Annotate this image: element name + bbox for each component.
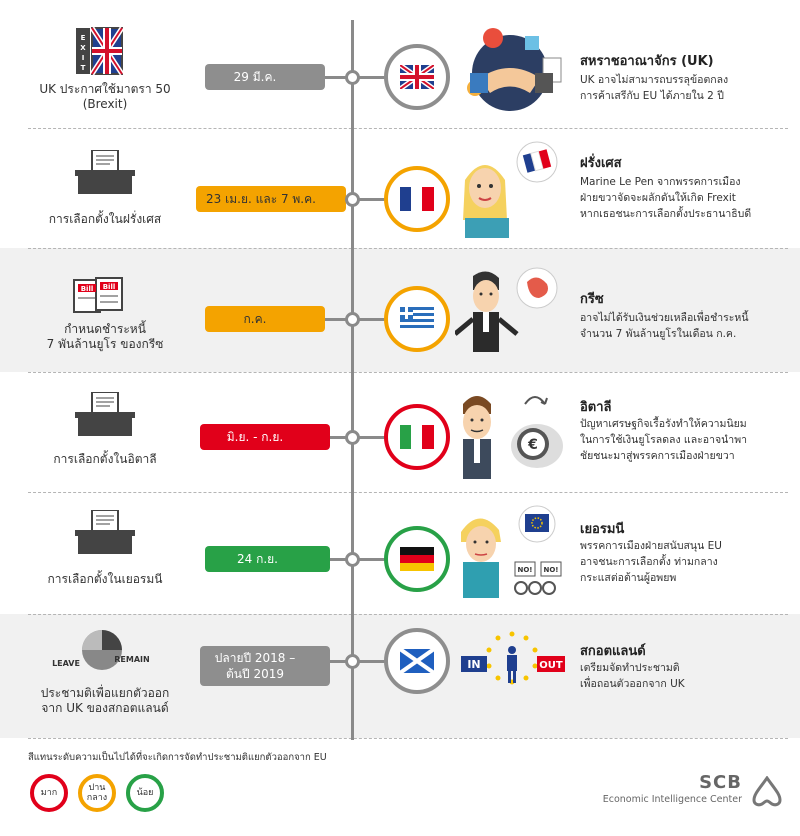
date-pill-scotland: ปลายปี 2018 – ต้นปี 2019 bbox=[200, 646, 330, 686]
timeline-row-greece bbox=[0, 252, 800, 372]
brand-name: SCB bbox=[699, 772, 742, 793]
timeline-dot bbox=[345, 430, 360, 445]
legend-low: น้อย bbox=[126, 774, 164, 812]
flag-italy-ring bbox=[384, 404, 450, 470]
uk-flag-icon bbox=[400, 65, 434, 89]
italy-flag-icon bbox=[400, 425, 434, 449]
svg-text:OUT: OUT bbox=[539, 660, 563, 671]
flag-greece-ring bbox=[384, 286, 450, 352]
timeline-dot bbox=[345, 70, 360, 85]
scb-logo-icon bbox=[750, 776, 784, 808]
left-caption-france: การเลือกตั้งในฝรั่งเศส bbox=[48, 212, 162, 226]
germany-flag-icon bbox=[400, 547, 434, 571]
flag-uk-ring bbox=[384, 44, 450, 110]
timeline-dot bbox=[345, 552, 360, 567]
divider bbox=[28, 492, 788, 493]
country-france: ฝรั่งเศส bbox=[580, 156, 622, 171]
scb-brand bbox=[600, 772, 790, 812]
svg-text:Bill: Bill bbox=[80, 285, 94, 293]
timeline-dot bbox=[345, 654, 360, 669]
svg-text:E: E bbox=[80, 34, 86, 42]
date-pill-greece: ก.ค. bbox=[205, 306, 325, 332]
euro-pig-illustration bbox=[455, 384, 570, 484]
desc-uk: UK อาจไม่สามารถบรรลุข้อตกลง การค้าเสรีกับ EU ได้ภายใน 2 ปี bbox=[580, 74, 729, 102]
exit-door-icon bbox=[74, 26, 126, 76]
left-caption-uk: UK ประกาศใช้มาตรา 50 (Brexit) bbox=[39, 82, 171, 111]
left-caption-germany: การเลือกตั้งในเยอรมนี bbox=[47, 572, 163, 586]
timeline-dot bbox=[345, 312, 360, 327]
timeline-row-uk bbox=[0, 8, 800, 128]
bill-icon bbox=[68, 276, 138, 320]
desc-scotland: เตรียมจัดทำประชามติ เพื่อถอนตัวออกจาก UK bbox=[580, 662, 685, 690]
date-pill-uk: 29 มี.ค. bbox=[205, 64, 325, 90]
desc-italy: ปัญหาเศรษฐกิจเรื้อรังทำให้ความนิยม ในการใช้เงินยูโรลดลง และอาจนำพา ชัยชนะมาสู่พรรคการเมืองฝ่ายขวา bbox=[580, 418, 748, 462]
svg-text:Bill: Bill bbox=[102, 283, 116, 291]
left-caption-italy: การเลือกตั้งในอิตาลี bbox=[53, 452, 157, 466]
date-pill-france: 23 เม.ย. และ 7 พ.ค. bbox=[196, 186, 346, 212]
flag-germany-ring bbox=[384, 526, 450, 592]
legend-title: สีแทนระดับความเป็นไปได้ที่จะเกิดการจัดทำประชามติแยกตัวออกจาก EU bbox=[28, 752, 327, 763]
le-pen-illustration bbox=[455, 140, 570, 240]
in-out-illustration bbox=[455, 626, 570, 726]
shrugging-man-illustration bbox=[455, 264, 570, 364]
timeline-row-italy bbox=[0, 372, 800, 492]
brand-subtitle: Economic Intelligence Center bbox=[602, 794, 742, 805]
scotland-flag-icon bbox=[400, 649, 434, 673]
divider bbox=[28, 738, 788, 739]
country-greece: กรีซ bbox=[580, 292, 604, 307]
left-caption-greece: กำหนดชำระหนี้ 7 พันล้านยูโร ของกรีซ bbox=[46, 322, 164, 351]
svg-text:REMAIN: REMAIN bbox=[114, 655, 150, 664]
timeline-dot bbox=[345, 192, 360, 207]
svg-text:T: T bbox=[80, 64, 86, 72]
flag-scotland-ring bbox=[384, 628, 450, 694]
leave-remain-icon bbox=[46, 626, 156, 682]
greece-flag-icon bbox=[400, 307, 434, 331]
date-pill-italy: มิ.ย. - ก.ย. bbox=[200, 424, 330, 450]
desc-france: Marine Le Pen จากพรรคการเมือง ฝ่ายขวาจัดจะผลักดันให้เกิด Frexit หากเธอชนะการเลือกตั้งประธานาธิบดี bbox=[580, 176, 752, 220]
ballot-box-icon bbox=[70, 392, 140, 436]
timeline-row-germany bbox=[0, 494, 800, 614]
svg-text:NO!: NO! bbox=[543, 566, 559, 574]
country-germany: เยอรมนี bbox=[580, 522, 625, 537]
timeline-row-france bbox=[0, 128, 800, 248]
left-caption-scotland: ประชามติเพื่อแยกตัวออก จาก UK ของสกอตแลนด์ bbox=[40, 686, 170, 715]
svg-text:X: X bbox=[80, 44, 86, 52]
desc-greece: อาจไม่ได้รับเงินช่วยเหลือเพื่อชำระหนี้ จำนวน 7 พันล้านยูโรในเดือน ก.ค. bbox=[580, 312, 749, 340]
ballot-box-icon bbox=[70, 510, 140, 554]
merkel-illustration bbox=[455, 502, 570, 602]
desc-germany: พรรคการเมืองฝ่ายสนับสนุน EU อาจชนะการเลือกตั้ง ท่ามกลาง กระแสต่อต้านผู้อพยพ bbox=[580, 540, 722, 584]
country-italy: อิตาลี bbox=[580, 400, 612, 415]
svg-text:I: I bbox=[81, 54, 85, 62]
country-uk: สหราชอาณาจักร (UK) bbox=[580, 54, 714, 69]
svg-text:LEAVE: LEAVE bbox=[52, 659, 80, 668]
divider bbox=[28, 248, 788, 249]
divider bbox=[28, 614, 788, 615]
svg-text:NO!: NO! bbox=[517, 566, 533, 574]
svg-text:€: € bbox=[528, 437, 538, 453]
svg-text:IN: IN bbox=[467, 658, 481, 671]
timeline-row-scotland bbox=[0, 616, 800, 736]
country-scotland: สกอตแลนด์ bbox=[580, 644, 646, 659]
handshake-illustration bbox=[455, 18, 570, 118]
legend-medium: ปาน กลาง bbox=[78, 774, 116, 812]
flag-france-ring bbox=[384, 166, 450, 232]
date-pill-germany: 24 ก.ย. bbox=[205, 546, 330, 572]
ballot-box-icon bbox=[70, 150, 140, 194]
france-flag-icon bbox=[400, 187, 434, 211]
legend-high: มาก bbox=[30, 774, 68, 812]
